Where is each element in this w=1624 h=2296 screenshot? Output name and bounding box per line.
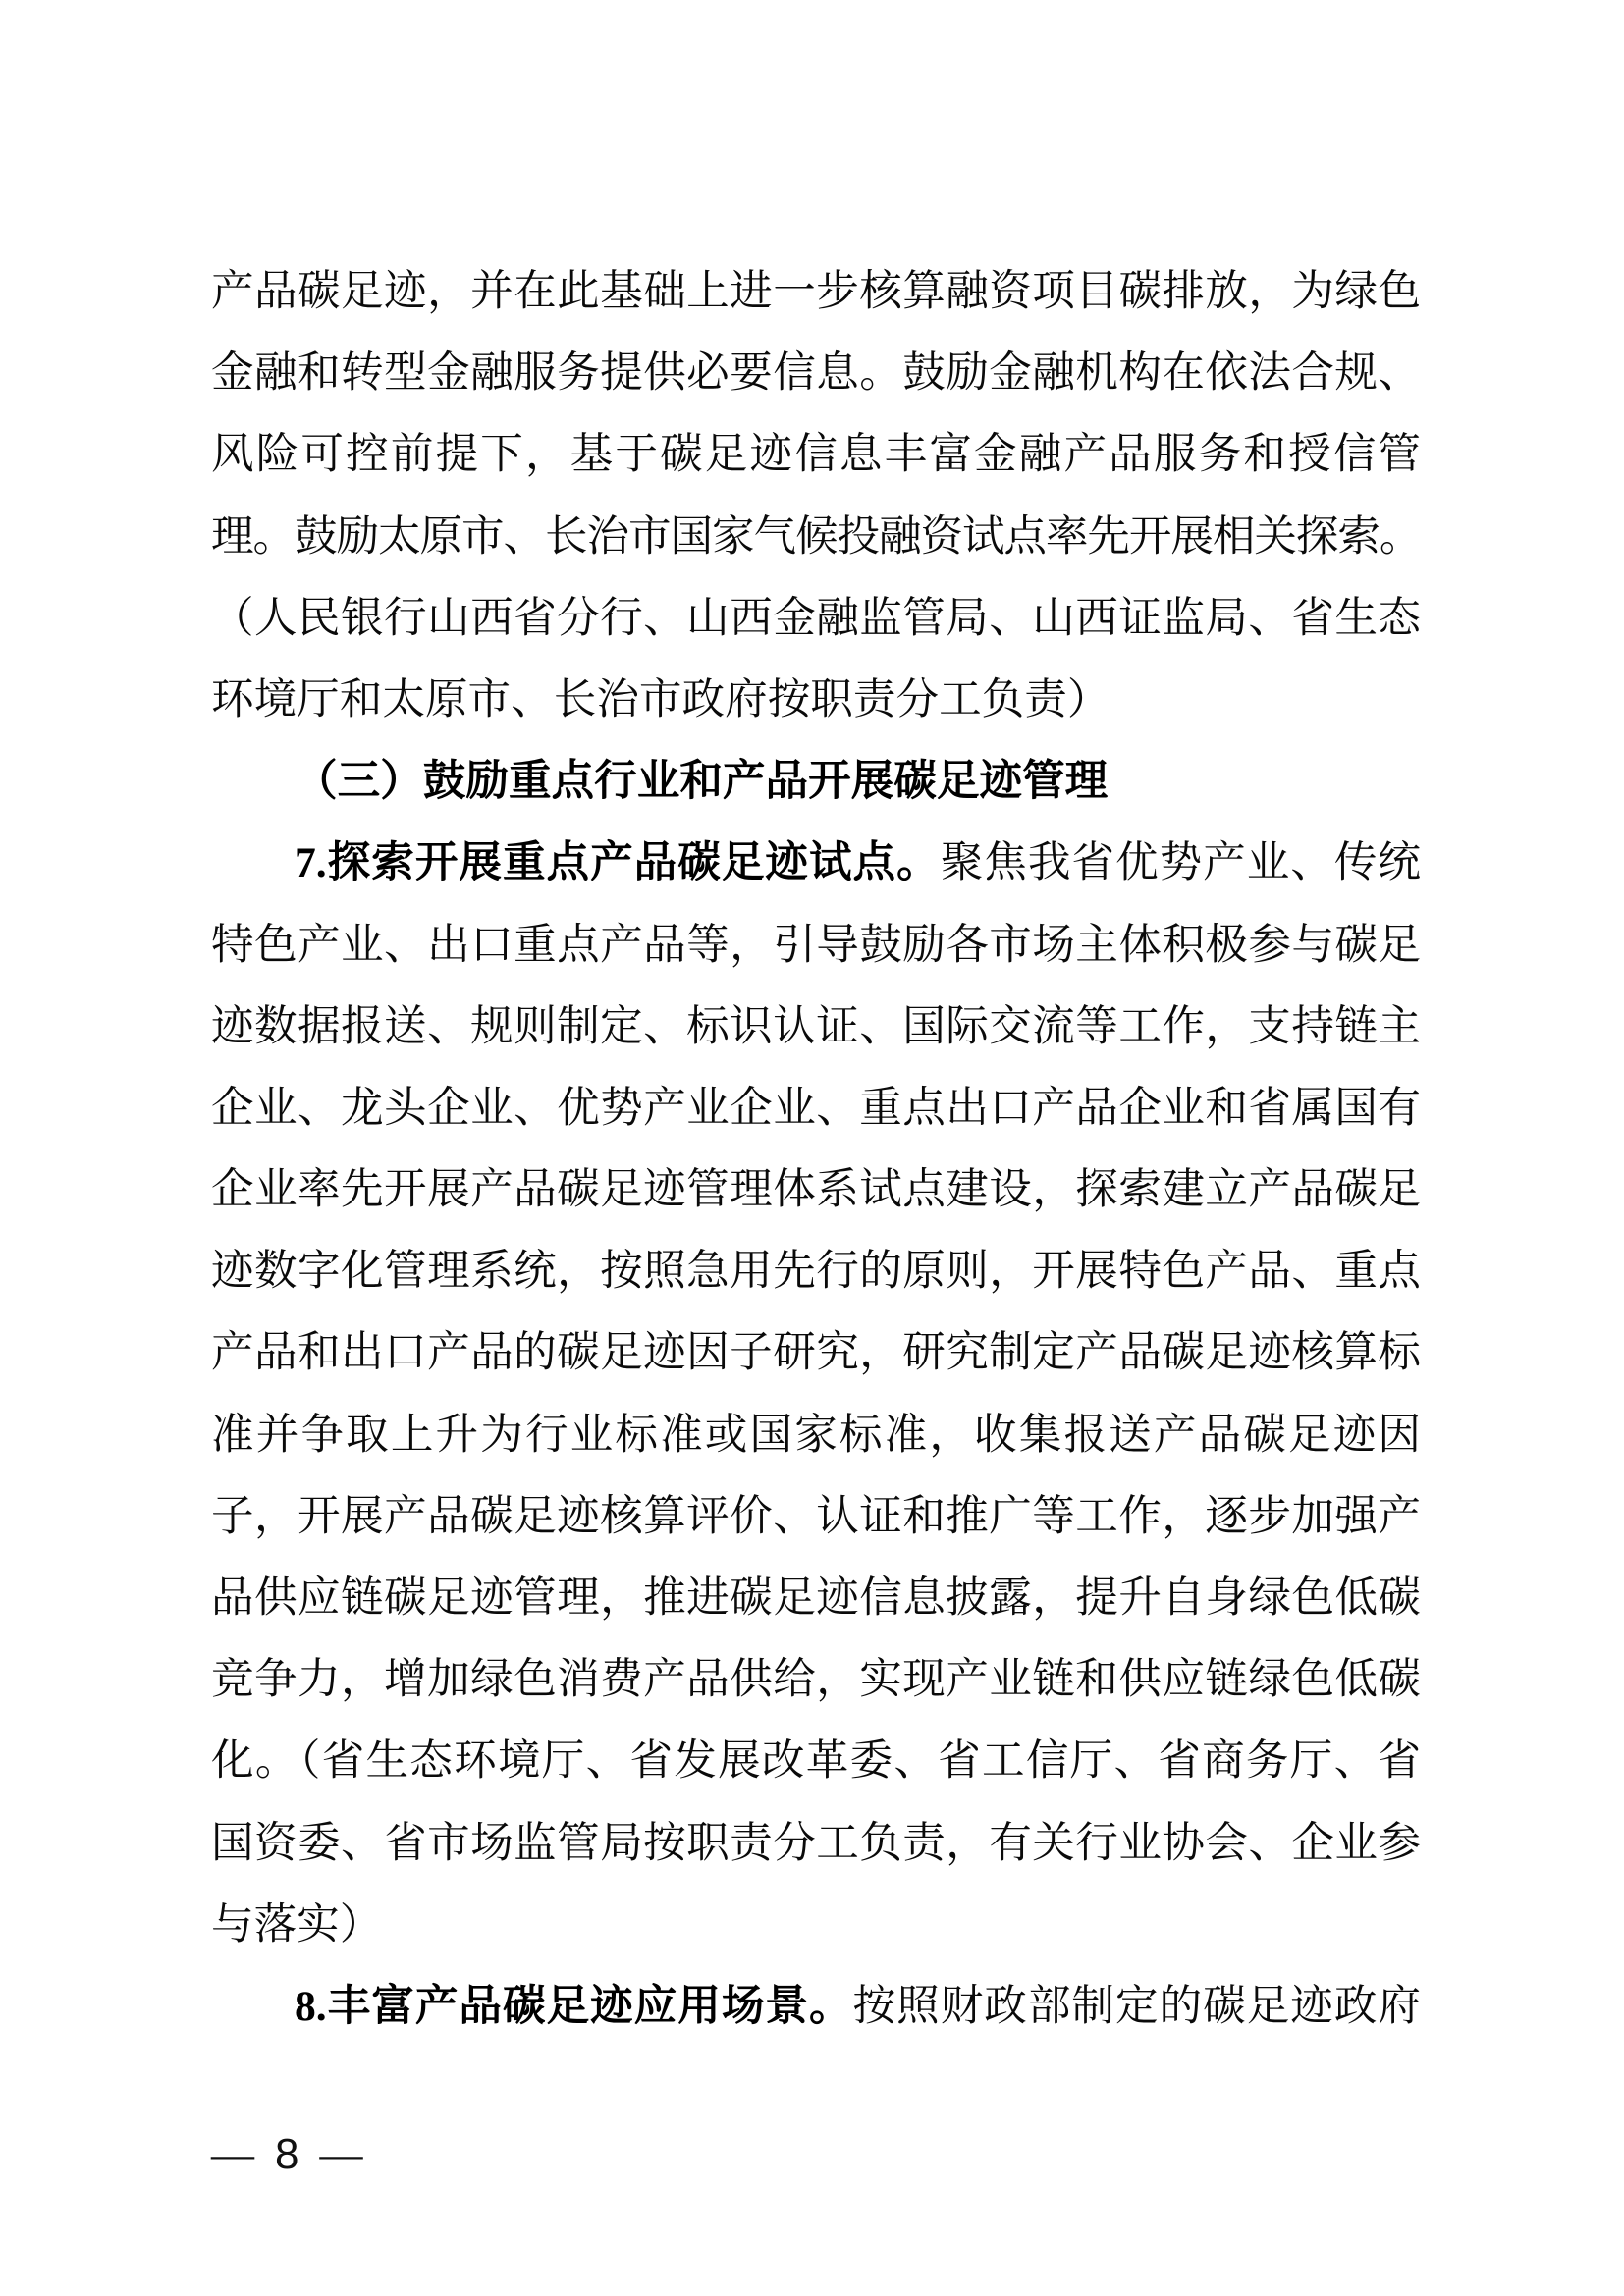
body-text-line: 企业率先开展产品碳足迹管理体系试点建设，探索建立产品碳足: [211, 1166, 1421, 1214]
body-text-line: 企业、龙头企业、优势产业企业、重点出口产品企业和省属国有: [211, 1084, 1421, 1132]
body-text-line: 迹数字化管理系统，按照急用先行的原则，开展特色产品、重点: [211, 1248, 1421, 1296]
body-text-line: 理。鼓励太原市、长治市国家气候投融资试点率先开展相关探索。: [211, 512, 1421, 561]
section-heading-text: （三）鼓励重点行业和产品开展碳足迹管理: [295, 758, 1109, 806]
footer-dash-left: —: [211, 2130, 254, 2178]
paragraph-text: 按照财政部制定的碳足迹政府: [852, 1982, 1422, 2030]
page-footer: [211, 2120, 362, 2189]
paragraph-lead-bold: 7.探索开展重点产品碳足迹试点。: [295, 839, 941, 887]
body-text-line: 特色产业、出口重点产品等，引导鼓励各市场主体积极参与碳足: [211, 921, 1421, 969]
footer-dash-right: —: [319, 2130, 363, 2178]
body-text-line: 环境厅和太原市、长治市政府按职责分工负责）: [211, 675, 1110, 723]
paragraph-text: 聚焦我省优势产业、传统: [940, 839, 1421, 887]
paragraph-lead-bold: 8.丰富产品碳足迹应用场景。: [295, 1982, 853, 2030]
body-text-line: 竞争力，增加绿色消费产品供给，实现产业链和供应链绿色低碳: [211, 1656, 1421, 1704]
body-text-line: 国资委、省市场监管局按职责分工负责，有关行业协会、企业参: [211, 1819, 1421, 1867]
body-text-line: 子，开展产品碳足迹核算评价、认证和推广等工作，逐步加强产: [211, 1492, 1421, 1540]
document-body: [211, 251, 1421, 2048]
body-text-line: 与落实）: [211, 1900, 383, 1949]
body-text-line: （人民银行山西省分行、山西金融监管局、山西证监局、省生态: [211, 594, 1421, 642]
body-text-line: 迹数据报送、规则制定、标识认证、国际交流等工作，支持链主: [211, 1002, 1421, 1050]
body-text-line: [211, 823, 1421, 904]
body-text-line: 产品碳足迹，并在此基础上进一步核算融资项目碳排放，为绿色: [211, 268, 1421, 315]
body-text-line: 产品和出口产品的碳足迹因子研究，研究制定产品碳足迹核算标: [211, 1329, 1421, 1377]
page-number: 8: [275, 2130, 299, 2178]
section-heading: [211, 741, 1421, 823]
body-text-line: 风险可控前提下，基于碳足迹信息丰富金融产品服务和授信管: [211, 431, 1421, 479]
body-text-line: 金融和转型金融服务提供必要信息。鼓励金融机构在依法合规、: [211, 349, 1421, 398]
body-text-line: 准并争取上升为行业标准或国家标准，收集报送产品碳足迹因: [211, 1411, 1421, 1459]
body-text-line: 品供应链碳足迹管理，推进碳足迹信息披露，提升自身绿色低碳: [211, 1575, 1421, 1622]
body-text-line: 化。（省生态环境厅、省发展改革委、省工信厅、省商务厅、省: [211, 1737, 1421, 1786]
body-text-line: [211, 1966, 1421, 2048]
